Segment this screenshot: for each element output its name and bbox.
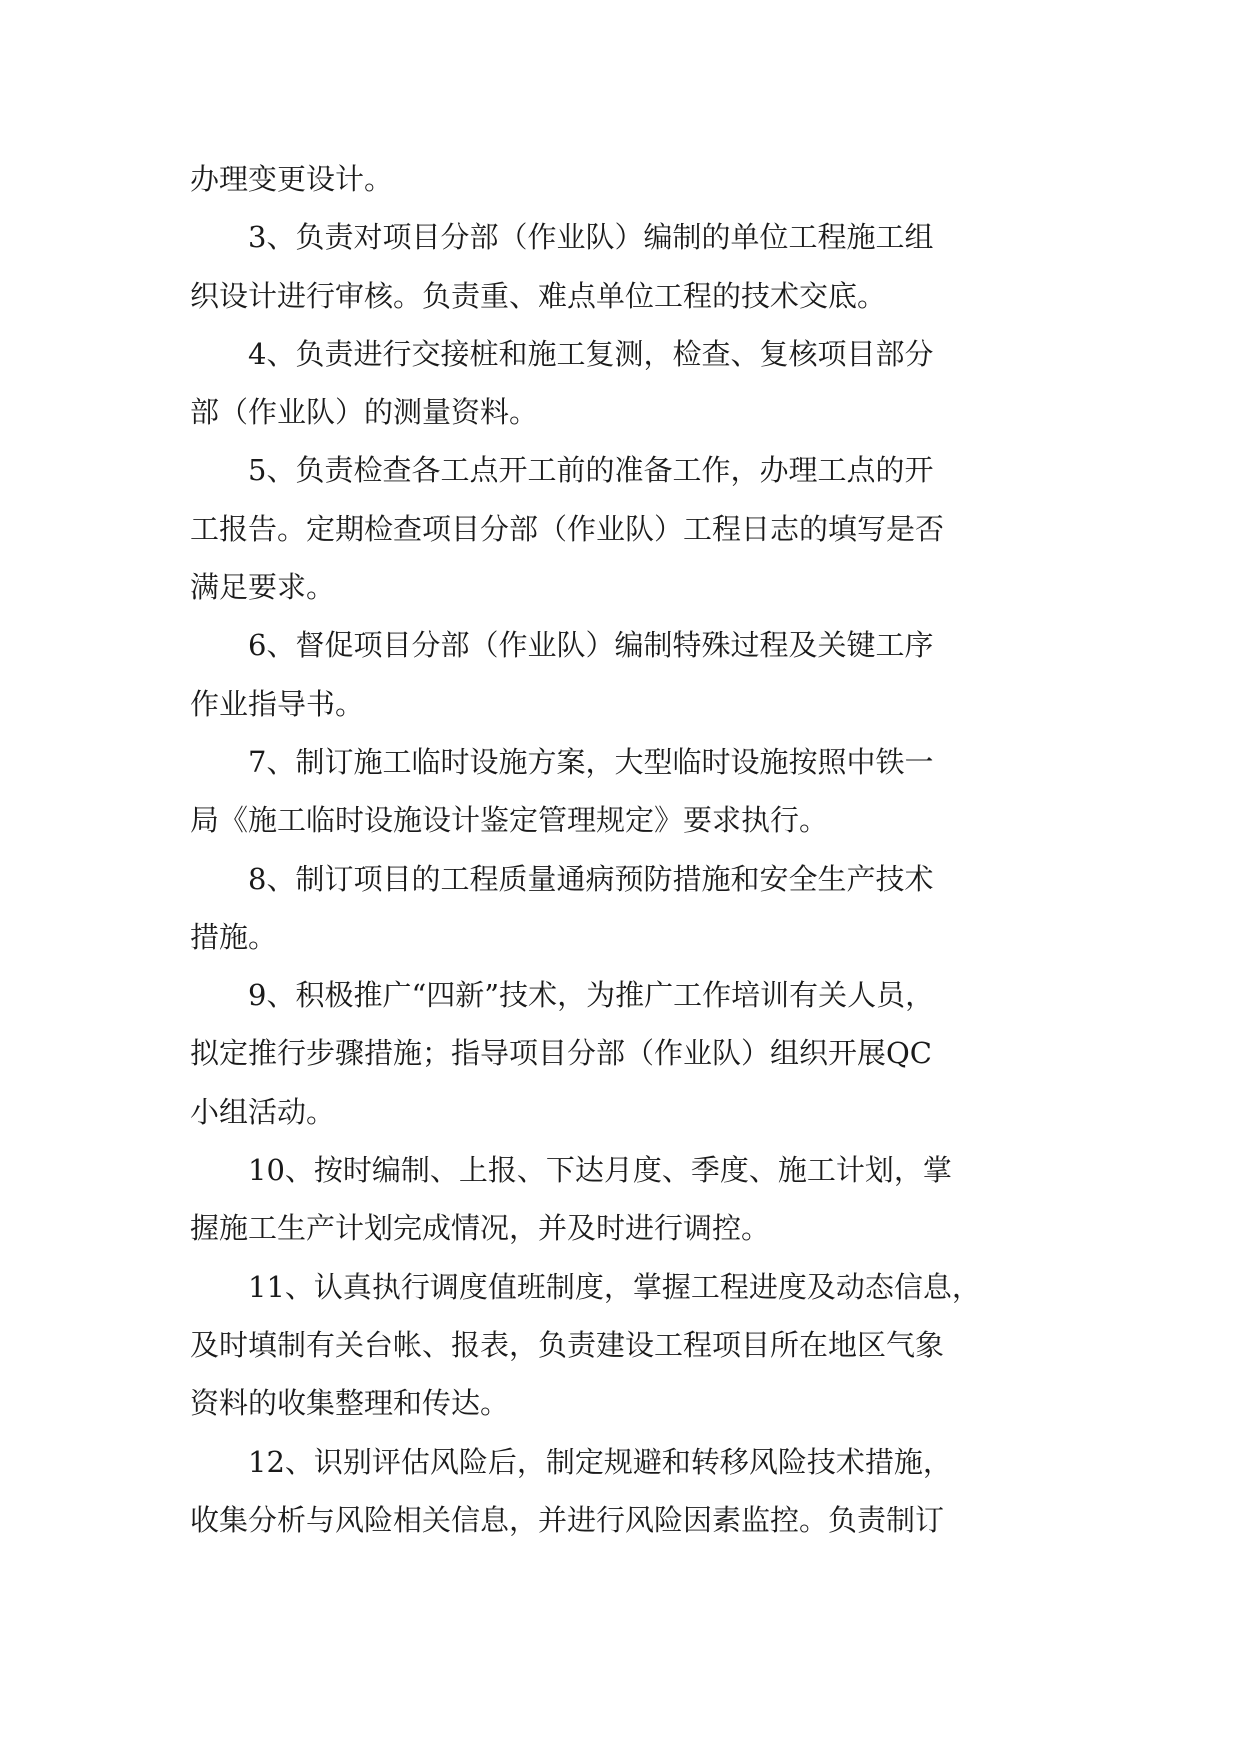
text-line: 办理变更设计。	[190, 162, 394, 196]
text-line: 9、积极推广“四新”技术，为推广工作培训有关人员，	[248, 978, 935, 1013]
text-line: 资料的收集整理和传达。	[190, 1386, 510, 1421]
text-line: 12、识别评估风险后，制定规避和转移风险技术措施，	[248, 1444, 952, 1479]
text-line: 小组活动。	[190, 1094, 336, 1129]
text-line: 拟定推行步骤措施；指导项目分部（作业队）组织开展QC	[190, 1036, 932, 1071]
text-line: 措施。	[190, 919, 278, 954]
text-line: 3、负责对项目分部（作业队）编制的单位工程施工组	[248, 220, 934, 255]
text-line: 8、制订项目的工程质量通病预防措施和安全生产技术	[248, 861, 934, 896]
text-line: 及时填制有关台帐、报表，负责建设工程项目所在地区气象	[190, 1327, 945, 1362]
text-line: 5、负责检查各工点开工前的准备工作，办理工点的开	[248, 453, 934, 488]
text-line: 作业指导书。	[190, 686, 365, 721]
text-line: 6、督促项目分部（作业队）编制特殊过程及关键工序	[248, 628, 934, 663]
text-line: 织设计进行审核。负责重、难点单位工程的技术交底。	[190, 278, 887, 313]
text-line: 收集分析与风险相关信息，并进行风险因素监控。负责制订	[190, 1502, 945, 1537]
document-body	[190, 150, 1052, 1549]
text-line: 满足要求。	[190, 570, 336, 605]
text-line: 11、认真执行调度值班制度，掌握工程进度及动态信息，	[248, 1269, 981, 1304]
text-line: 部（作业队）的测量资料。	[190, 395, 539, 430]
text-line: 握施工生产计划完成情况，并及时进行调控。	[190, 1211, 771, 1246]
text-line: 10、按时编制、上报、下达月度、季度、施工计划，掌	[248, 1153, 952, 1188]
text-line: 局《施工临时设施设计鉴定管理规定》要求执行。	[190, 803, 829, 838]
text-line: 4、负责进行交接桩和施工复测，检查、复核项目部分	[248, 336, 934, 371]
text-line: 工报告。定期检查项目分部（作业队）工程日志的填写是否	[190, 511, 945, 546]
text-line: 7、制订施工临时设施方案，大型临时设施按照中铁一	[248, 744, 934, 779]
